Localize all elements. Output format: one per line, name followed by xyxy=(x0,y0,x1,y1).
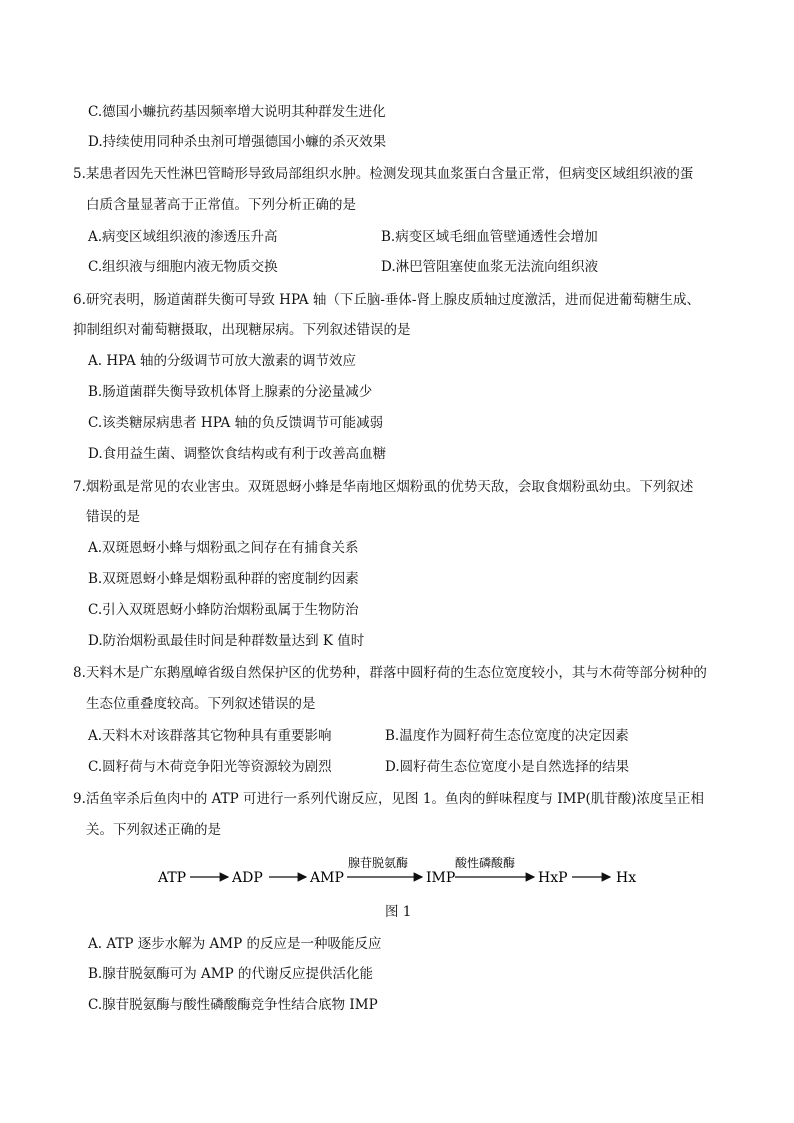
q6-stem-line1: 6.研究表明，肠道菌群失衡可导致 HPA 轴（下丘脑-垂体-肾上腺皮质轴过度激活，进而促进葡萄糖生成、 xyxy=(73,292,700,308)
q5-option-d: D.淋巴管阻塞使血浆无法流向组织液 xyxy=(381,259,599,275)
node-amp: AMP xyxy=(310,870,344,886)
q5-stem-line2: 白质含量显著高于正常值。下列分析正确的是 xyxy=(86,197,356,213)
q5-option-b: B.病变区域毛细血管壁通透性会增加 xyxy=(381,229,598,245)
q6-option-b: B.肠道菌群失衡导致机体肾上腺素的分泌量减少 xyxy=(88,384,373,400)
metabolic-pathway-figure xyxy=(150,852,650,892)
q7-stem-line1: 7.烟粉虱是常见的农业害虫。双斑恩蚜小蜂是华南地区烟粉虱的优势天敌，会取食烟粉虱幼虫。下列叙述 xyxy=(73,479,694,495)
q7-option-b: B.双斑恩蚜小蜂是烟粉虱种群的密度制约因素 xyxy=(88,571,359,587)
enzyme-label-adenosine-deaminase: 腺苷脱氨酶 xyxy=(348,856,409,870)
node-adp: ADP xyxy=(232,870,263,886)
node-atp: ATP xyxy=(158,870,187,886)
q9-stem-line1: 9.活鱼宰杀后鱼肉中的 ATP 可进行一系列代谢反应，见图 1。鱼肉的鲜味程度与 IMP(肌苷酸)浓度呈正相 xyxy=(73,791,705,807)
q9-option-b: B.腺苷脱氨酶可为 AMP 的代谢反应提供活化能 xyxy=(88,966,373,982)
q7-option-d: D.防治烟粉虱最佳时间是种群数量达到 K 值时 xyxy=(88,633,365,649)
q5-option-c: C.组织液与细胞内液无物质交换 xyxy=(88,259,278,275)
node-hx: Hx xyxy=(616,870,637,886)
q8-stem-line2: 生态位重叠度较高。下列叙述错误的是 xyxy=(86,696,316,712)
q6-option-c: C.该类糖尿病患者 HPA 轴的负反馈调节可能减弱 xyxy=(88,415,384,431)
q6-stem-line2: 抑制组织对葡萄糖摄取，出现糖尿病。下列叙述错误的是 xyxy=(73,322,411,338)
q6-option-a: A. HPA 轴的分级调节可放大激素的调节效应 xyxy=(88,353,356,369)
pathway-diagram xyxy=(150,852,650,892)
q7-stem-line2: 错误的是 xyxy=(86,509,140,525)
q5-option-a: A.病变区域组织液的渗透压升高 xyxy=(88,229,278,245)
q5-stem-line1: 5.某患者因先天性淋巴管畸形导致局部组织水肿。检测发现其血浆蛋白含量正常，但病变区域组织液的蛋 xyxy=(73,166,694,182)
q6-option-d: D.食用益生菌、调整饮食结构或有利于改善高血糖 xyxy=(88,446,387,462)
q7-option-a: A.双斑恩蚜小蜂与烟粉虱之间存在有捕食关系 xyxy=(88,540,359,556)
q9-option-a: A. ATP 逐步水解为 AMP 的反应是一种吸能反应 xyxy=(88,936,382,952)
q4-option-d: D.持续使用同种杀虫剂可增强德国小蠊的杀灭效果 xyxy=(88,134,387,150)
q9-stem-line2: 关。下列叙述正确的是 xyxy=(86,822,221,838)
enzyme-label-acid-phosphatase: 酸性磷酸酶 xyxy=(455,856,516,870)
q8-option-d: D.圆籽荷生态位宽度小是自然选择的结果 xyxy=(385,759,630,775)
node-hxp: HxP xyxy=(538,870,568,886)
q9-option-c: C.腺苷脱氨酶与酸性磷酸酶竞争性结合底物 IMP xyxy=(88,997,378,1013)
q7-option-c: C.引入双斑恩蚜小蜂防治烟粉虱属于生物防治 xyxy=(88,602,359,618)
q8-option-b: B.温度作为圆籽荷生态位宽度的决定因素 xyxy=(385,728,629,744)
figure-caption: 图 1 xyxy=(385,904,412,920)
q8-option-a: A.天料木对该群落其它物种具有重要影响 xyxy=(88,728,332,744)
node-imp: IMP xyxy=(426,870,456,886)
q4-option-c: C.德国小蠊抗药基因频率增大说明其种群发生进化 xyxy=(88,104,386,120)
q8-stem-line1: 8.天料木是广东鹅凰嶂省级自然保护区的优势种，群落中圆籽荷的生态位宽度较小，其与木荷等部分树种的 xyxy=(73,665,707,681)
q8-option-c: C.圆籽荷与木荷竞争阳光等资源较为剧烈 xyxy=(88,759,332,775)
